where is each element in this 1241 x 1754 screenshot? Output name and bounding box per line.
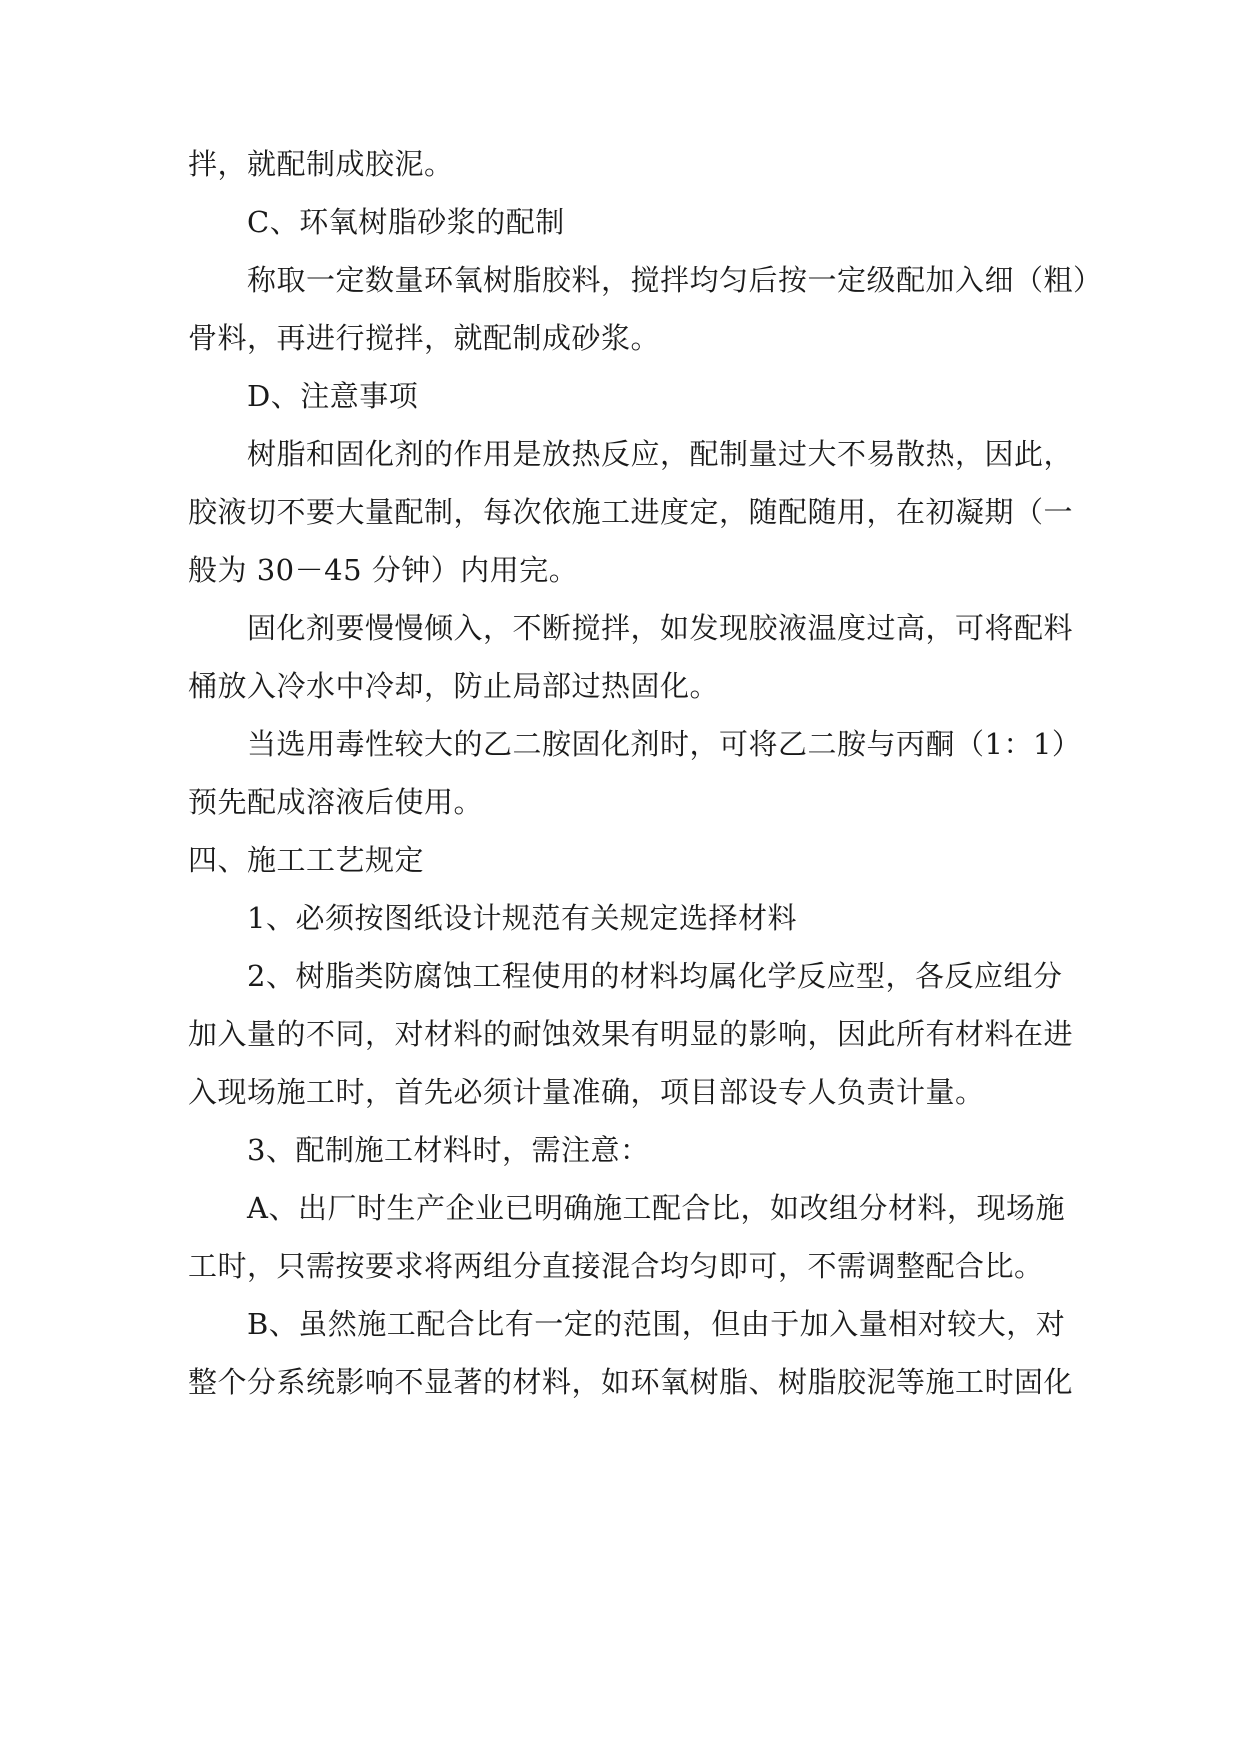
text-line: 骨料，再进行搅拌，就配制成砂浆。 bbox=[188, 321, 661, 355]
text-line: 般为 30－45 分钟）内用完。 bbox=[188, 553, 579, 587]
list-item-1: 1、必须按图纸设计规范有关规定选择材料 bbox=[247, 901, 797, 935]
text-line: 桶放入冷水中冷却，防止局部过热固化。 bbox=[188, 669, 720, 703]
section-heading-c: C、环氧树脂砂浆的配制 bbox=[247, 205, 565, 239]
text-line: 入现场施工时，首先必须计量准确，项目部设专人负责计量。 bbox=[188, 1075, 985, 1109]
list-item-2: 2、树脂类防腐蚀工程使用的材料均属化学反应型，各反应组分 bbox=[247, 959, 1063, 993]
text-line: 加入量的不同，对材料的耐蚀效果有明显的影响，因此所有材料在进 bbox=[188, 1017, 1074, 1051]
text-line: 拌，就配制成胶泥。 bbox=[188, 147, 454, 181]
section-heading-4: 四、施工工艺规定 bbox=[188, 843, 425, 877]
text-line: 胶液切不要大量配制，每次依施工进度定，随配随用，在初凝期（一 bbox=[188, 495, 1074, 529]
list-item-3: 3、配制施工材料时，需注意： bbox=[247, 1133, 650, 1167]
text-line: 固化剂要慢慢倾入，不断搅拌，如发现胶液温度过高，可将配料 bbox=[247, 611, 1074, 645]
section-heading-d: D、注意事项 bbox=[247, 379, 419, 413]
text-line: 树脂和固化剂的作用是放热反应，配制量过大不易散热，因此， bbox=[247, 437, 1074, 471]
sub-item-b: B、虽然施工配合比有一定的范围，但由于加入量相对较大，对 bbox=[247, 1307, 1066, 1341]
text-line: 整个分系统影响不显著的材料，如环氧树脂、树脂胶泥等施工时固化 bbox=[188, 1365, 1074, 1399]
text-line: 预先配成溶液后使用。 bbox=[188, 785, 484, 819]
sub-item-a: A、出厂时生产企业已明确施工配合比，如改组分材料，现场施 bbox=[247, 1191, 1065, 1225]
text-line: 称取一定数量环氧树脂胶料，搅拌均匀后按一定级配加入细（粗） bbox=[247, 263, 1103, 297]
text-line: 工时，只需按要求将两组分直接混合均匀即可，不需调整配合比。 bbox=[188, 1249, 1044, 1283]
text-line: 当选用毒性较大的乙二胺固化剂时，可将乙二胺与丙酮（1：1） bbox=[247, 727, 1082, 761]
